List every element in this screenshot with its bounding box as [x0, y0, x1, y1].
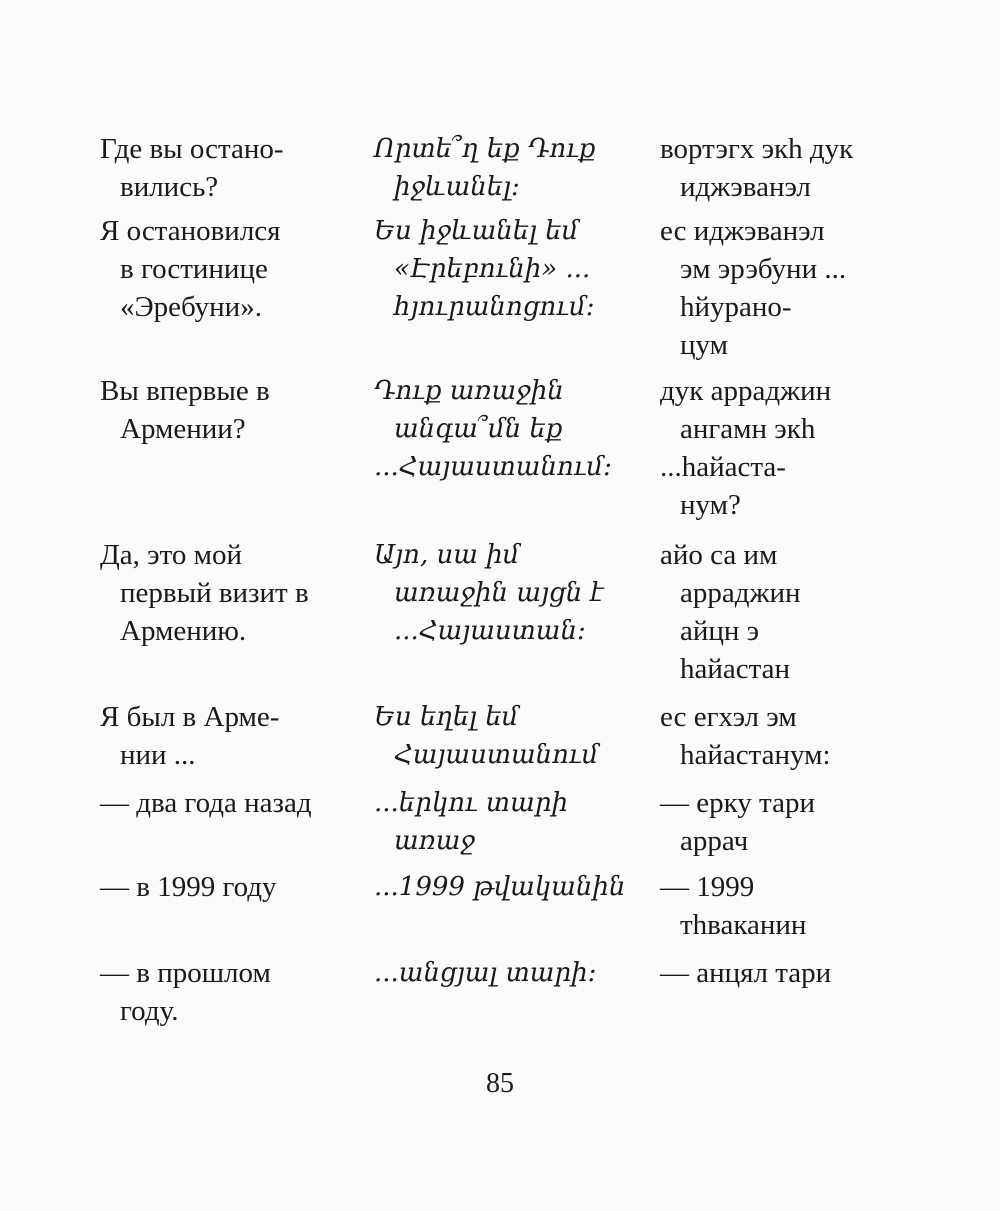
- text-line: в гостинице: [120, 253, 268, 285]
- text-line: ангамн экh: [680, 413, 816, 445]
- phrase-entry-8: [0, 954, 1000, 1027]
- text-line: аррач: [680, 825, 749, 857]
- transliteration: [660, 212, 846, 364]
- russian-phrase: [100, 212, 281, 326]
- text-line: ...1999 թվականին: [374, 872, 626, 902]
- text-line: ес егхэл эм: [660, 701, 797, 733]
- text-line: իջևանել:: [394, 172, 520, 202]
- text-line: ...երկու տարի: [374, 788, 568, 818]
- page-number: 85: [486, 1068, 514, 1099]
- armenian-phrase: [374, 212, 594, 326]
- text-line: Հայաստանում: [394, 740, 599, 770]
- armenian-phrase: [374, 698, 598, 774]
- text-line: առաջին այցն է: [394, 578, 604, 608]
- text-line: ...hайаста-: [660, 451, 786, 483]
- russian-phrase: [100, 536, 309, 650]
- russian-phrase: [100, 698, 279, 774]
- transliteration: [660, 536, 801, 688]
- text-line: առաջ: [394, 826, 476, 856]
- text-line: Я остановился: [100, 215, 281, 247]
- text-line: Армении?: [120, 413, 246, 445]
- text-line: ...անցյալ տարի:: [374, 958, 597, 988]
- text-line: дук арраджин: [660, 375, 832, 407]
- text-line: тhваканин: [680, 909, 807, 941]
- text-line: hайастанум:: [680, 739, 831, 771]
- armenian-phrase: [374, 536, 604, 650]
- text-line: эм эрэбуни ...: [680, 253, 847, 285]
- text-line: Ես իջևանել եմ: [374, 216, 579, 246]
- phrase-entry-7: [0, 868, 1000, 941]
- russian-phrase: [100, 372, 270, 448]
- text-line: Я был в Арме-: [100, 701, 280, 733]
- text-line: Դուք առաջին: [374, 376, 564, 406]
- armenian-phrase: [374, 784, 568, 860]
- text-line: Որտե՞ղ եք Դուք: [374, 134, 596, 164]
- text-line: հյուրանոցում:: [394, 292, 595, 322]
- text-line: Այո, սա իմ: [374, 540, 520, 570]
- text-line: — 1999: [660, 871, 755, 903]
- text-line: нум?: [680, 489, 741, 521]
- transliteration: [660, 868, 806, 944]
- text-line: нии ...: [120, 739, 196, 771]
- text-line: арраджин: [680, 577, 801, 609]
- text-line: «Էրեբունի» ...: [394, 254, 591, 284]
- text-line: — ерку тари: [660, 787, 815, 819]
- text-line: иджэванэл: [680, 171, 811, 203]
- text-line: айцн э: [680, 615, 760, 647]
- transliteration: [660, 698, 831, 774]
- text-line: ...Հայաստան:: [394, 616, 586, 646]
- russian-phrase: [100, 130, 284, 206]
- text-line: Вы впервые в: [100, 375, 270, 407]
- text-line: Где вы остано-: [100, 133, 284, 165]
- text-line: году.: [120, 995, 179, 1027]
- armenian-phrase: [374, 954, 596, 992]
- text-line: անգա՞մն եք: [394, 414, 563, 444]
- text-line: первый визит в: [120, 577, 309, 609]
- armenian-phrase: [374, 372, 612, 486]
- armenian-phrase: [374, 868, 625, 906]
- transliteration: [660, 954, 831, 992]
- russian-phrase: [100, 954, 271, 1030]
- text-line: hйурано-: [680, 291, 792, 323]
- text-line: — в прошлом: [100, 957, 271, 989]
- russian-phrase: [100, 868, 277, 906]
- text-line: Армению.: [120, 615, 247, 647]
- text-line: вортэгх экh дук: [660, 133, 854, 165]
- transliteration: [660, 130, 853, 206]
- text-line: Да, это мой: [100, 539, 243, 571]
- transliteration: [660, 372, 831, 524]
- phrase-entry-3: [0, 372, 1000, 521]
- text-line: ...Հայաստանում:: [374, 452, 612, 482]
- armenian-phrase: [374, 130, 595, 206]
- text-line: — в 1999 году: [100, 871, 277, 903]
- phrase-entry-1: [0, 130, 1000, 203]
- russian-phrase: [100, 784, 312, 822]
- phrase-entry-2: [0, 212, 1000, 361]
- phrase-entry-5: [0, 698, 1000, 771]
- text-line: вились?: [120, 171, 219, 203]
- text-line: — два года назад: [100, 787, 312, 819]
- text-line: айо са им: [660, 539, 778, 571]
- phrase-entry-4: [0, 536, 1000, 685]
- text-line: hайастан: [680, 653, 791, 685]
- text-line: Ես եղել եմ: [374, 702, 519, 732]
- text-line: — анцял тари: [660, 957, 832, 989]
- transliteration: [660, 784, 815, 860]
- phrase-entry-6: [0, 784, 1000, 857]
- text-line: цум: [680, 329, 728, 361]
- text-line: «Эребуни».: [120, 291, 262, 323]
- text-line: ес иджэванэл: [660, 215, 825, 247]
